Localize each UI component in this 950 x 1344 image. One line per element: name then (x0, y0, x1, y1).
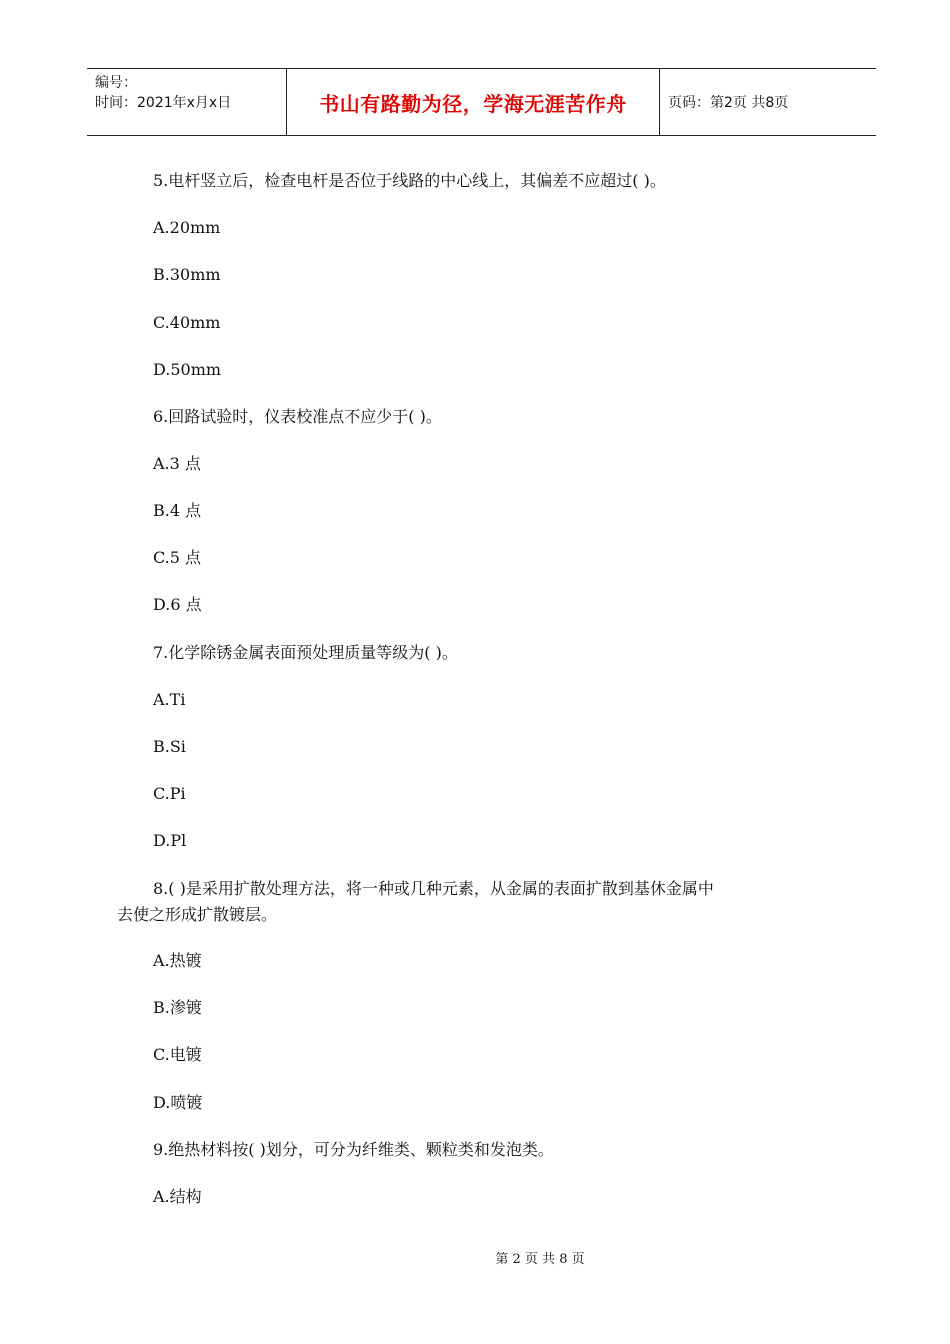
option: A.热镀 (153, 951, 202, 970)
number-label: 编号： (95, 75, 137, 91)
option: B.30mm (153, 265, 221, 284)
page-footer: 第 2 页 共 8 页 (495, 1252, 585, 1267)
time-label: 时间：2021年x月x日 (95, 95, 232, 111)
option: B.Si (153, 737, 186, 756)
option: B.渗镀 (153, 998, 202, 1017)
option: D.Pl (153, 831, 187, 850)
option: D.6 点 (153, 595, 202, 614)
option: D.50mm (153, 360, 222, 379)
option: A.Ti (153, 690, 186, 709)
option: A.3 点 (153, 454, 201, 473)
option: C.5 点 (153, 548, 202, 567)
option: A.20mm (153, 218, 221, 237)
question-stem: 9.绝热材料按( )划分，可分为纤维类、颗粒类和发泡类。 (153, 1140, 554, 1159)
option: C.电镀 (153, 1045, 202, 1064)
header-motto: 书山有路勤为径，学海无涯苦作舟 (287, 69, 660, 135)
question-stem: 6.回路试验时，仪表校准点不应少于( )。 (153, 407, 442, 426)
header-page-info: 页码：第2页 共8页 (668, 95, 789, 111)
option: A.结构 (153, 1187, 202, 1206)
option: C.Pi (153, 784, 186, 803)
question-stem: 8.( )是采用扩散处理方法，将一种或几种元素，从金属的表面扩散到基休金属中 (153, 879, 714, 898)
option: C.40mm (153, 313, 221, 332)
question-stem-continued: 去使之形成扩散镀层。 (117, 905, 278, 924)
page-header (87, 68, 876, 136)
option: B.4 点 (153, 501, 202, 520)
question-stem: 7.化学除锈金属表面预处理质量等级为( )。 (153, 643, 458, 662)
option: D.喷镀 (153, 1093, 203, 1112)
header-meta (87, 69, 287, 135)
question-stem: 5.电杆竖立后，检查电杆是否位于线路的中心线上，其偏差不应超过( )。 (153, 171, 666, 190)
